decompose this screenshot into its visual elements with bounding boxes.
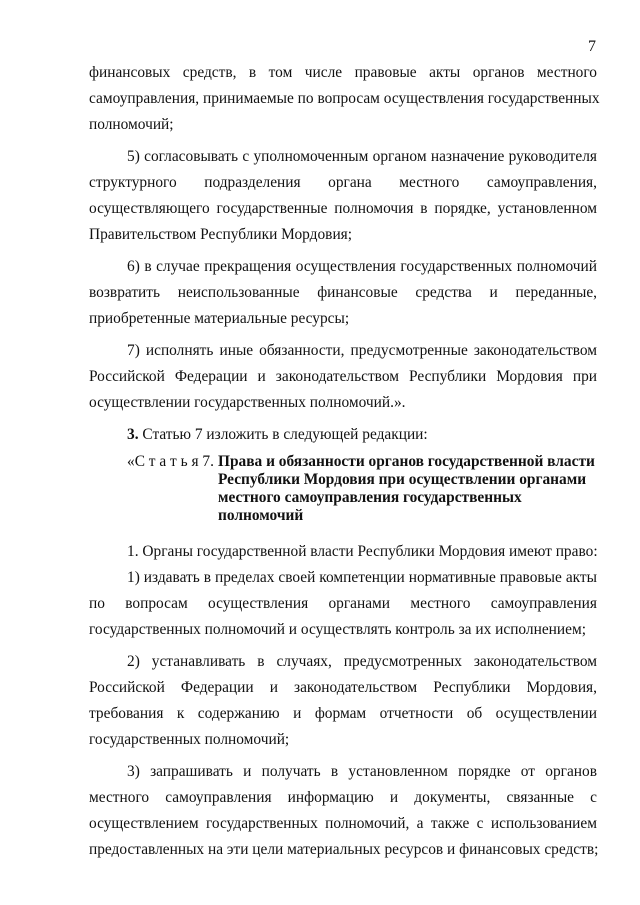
text-line: предоставленных на эти цели материальных ресурсов и финансовых средств;: [89, 841, 599, 858]
text-line: 1. Органы государственной власти Республики Мордовия имеют право:: [127, 543, 598, 560]
article-title-line: местного самоуправления государственных: [217, 489, 522, 506]
document-body: [89, 60, 600, 863]
article-title: [214, 453, 595, 525]
point-number: 3.: [127, 426, 139, 443]
page-number: 7: [588, 38, 596, 55]
amendment-point-3: [89, 422, 597, 448]
text-line: 6) в случае прекращения осуществления государственных полномочий: [127, 258, 597, 275]
text-line: 1) издавать в пределах своей компетенции нормативные правовые акты: [127, 569, 597, 586]
text-line: Российской Федерации и законодательством Республики Мордовия,: [89, 679, 597, 696]
text-line: структурного подразделения органа местного самоуправления,: [89, 174, 597, 191]
text-line: осуществляющего государственные полномочия в порядке, установленном: [89, 200, 597, 217]
text-line: финансовых средств, в том числе правовые акты органов местного: [89, 64, 597, 81]
article-title-line: полномочий: [217, 507, 304, 524]
article-label: «С т а т ь я 7.: [127, 453, 214, 470]
text-line: приобретенные материальные ресурсы;: [89, 310, 350, 327]
text-line: 5) согласовывать с уполномоченным органом назначение руководителя: [127, 148, 597, 165]
text-line: самоуправления, принимаемые по вопросам осуществления государственных: [89, 90, 600, 107]
text-line: 2) устанавливать в случаях, предусмотренных законодательством: [127, 653, 597, 670]
text-line: местного самоуправления информацию и документы, связанные с: [89, 789, 597, 806]
text-line: Правительством Республики Мордовия;: [89, 226, 353, 243]
text-line: Российской Федерации и законодательством Республики Мордовия при: [89, 368, 597, 385]
article-heading: [89, 453, 597, 525]
article-title-line: Права и обязанности органов государственной власти: [217, 453, 595, 470]
text-line: осуществлением государственных полномочий, а также с использованием: [89, 815, 597, 832]
text-line: осуществлении государственных полномочий.».: [89, 394, 406, 411]
text-line: 3) запрашивать и получать в установленном порядке от органов: [127, 763, 597, 780]
text-line: государственных полномочий и осуществлять контроль за их исполнением;: [89, 621, 586, 638]
text-line: государственных полномочий;: [89, 731, 290, 748]
text-line: возвратить неиспользованные финансовые средства и переданные,: [89, 284, 597, 301]
article-title-line: Республики Мордовия при осуществлении органами: [217, 471, 587, 488]
text-line: полномочий;: [89, 116, 174, 133]
text-line: требования к содержанию и формам отчетности об осуществлении: [89, 705, 597, 722]
text-line: по вопросам осуществления органами местного самоуправления: [89, 595, 597, 612]
text-line: 7) исполнять иные обязанности, предусмотренные законодательством: [127, 342, 597, 359]
point-text: Статью 7 изложить в следующей редакции:: [138, 426, 428, 443]
